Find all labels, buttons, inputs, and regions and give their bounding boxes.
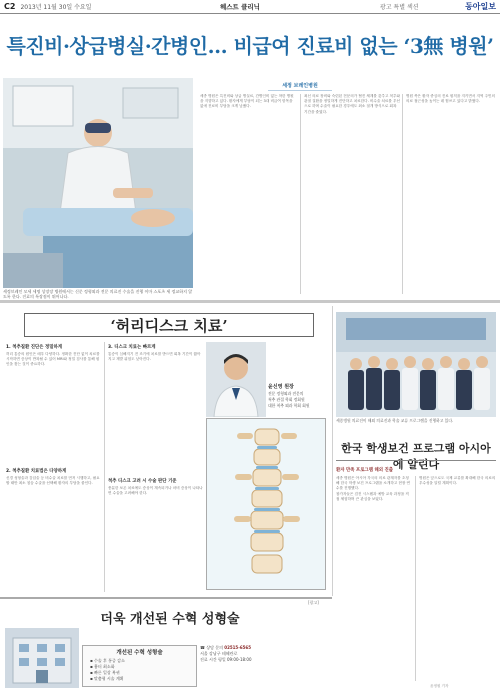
group-photo-caption: 세종병원 의료진이 해외 의료진과 학술 교류 프로그램을 진행하고 있다. bbox=[336, 418, 454, 423]
page-number: C2 bbox=[4, 2, 16, 11]
section-heading: 3. 디스크 치료는 빠르게 bbox=[108, 345, 156, 350]
article-paragraph: 병원은 앞으로도 국제 교류를 확대해 한국 의료의 우수성을 알릴 계획이다. bbox=[419, 476, 496, 486]
section-body: 신경 성형술과 감압술 등 비수술 치료를 먼저 시행하고, 필요할 때만 최소 침습 수술을 선택해 환자의 부담을 줄인다. bbox=[6, 476, 100, 486]
doctor-portrait bbox=[206, 342, 266, 417]
spine-illustration bbox=[206, 418, 326, 590]
right-kicker: 환자 만족 프로그램 해외 진출 bbox=[336, 468, 394, 473]
pull-quote-rule bbox=[268, 90, 332, 91]
ad-hours: 진료 시간 평일 09:00-18:00 bbox=[200, 657, 252, 662]
photo-caption: 세정브레인 모세 세명 상장장 병원에서는 신문 정형외과 전문 의료진 수술을 진행 이마 스포츠 세 정교하지 않도록 한다. 진료의 특장점이 뛰어나다. bbox=[3, 289, 193, 300]
right-article-column-2 bbox=[419, 476, 496, 681]
page-header bbox=[0, 0, 500, 14]
section-body: 충분한 보존 치료에도 증상이 계속되거나 마비 증상이 나타나면 수술을 고려해야 한다. bbox=[108, 486, 203, 496]
column-divider bbox=[332, 306, 333, 596]
article-paragraph: 병원 측은 환자 중심의 진료 원칙을 지키면서 지역 주민의 의료 접근성을 높이는 데 힘쓰고 있다고 밝혔다. bbox=[406, 94, 495, 104]
ad-feature: 흉터 최소화 bbox=[93, 664, 115, 669]
section-heading: 척추 디스크 고려 시 수술 판단 기준 bbox=[108, 479, 177, 484]
ad-contact bbox=[200, 645, 330, 663]
doctor-credential: 척추 관절 학회 정회원 bbox=[268, 397, 305, 402]
right-article-column-1 bbox=[336, 476, 412, 681]
list-item: ▪ 수술 후 통증 감소 bbox=[90, 658, 125, 663]
doctor-credential: 대한 척추 외과 학회 회원 bbox=[268, 403, 310, 408]
subhead-title: ‘허리디스크 치료’ bbox=[110, 317, 228, 335]
ad-tag: [광고] bbox=[308, 600, 319, 605]
column-divider bbox=[402, 94, 403, 294]
article-column-3 bbox=[406, 94, 496, 294]
ad-feature: 맞춤형 시술 계획 bbox=[93, 676, 124, 681]
ad-phone-number: 02515-6565 bbox=[224, 645, 251, 650]
main-headline: 특진비·상급병실·간병인… 비급여 진료비 없는 ‘3無 병원’ bbox=[6, 34, 494, 58]
column-divider bbox=[300, 94, 301, 294]
hospital-photo bbox=[5, 628, 79, 688]
ad-feature: 빠른 일상 복귀 bbox=[93, 670, 120, 675]
byline: 윤정원 기자 bbox=[430, 684, 449, 688]
surgery-photo bbox=[3, 78, 193, 288]
doctor-credential: 전문 정형외과 전문의 bbox=[268, 391, 304, 396]
bottom-divider bbox=[0, 597, 332, 599]
section-body: 허리 통증의 원인은 매우 다양하다. 정확한 진단 없이 치료를 시작하면 증상이 반복될 수 있어 MRI와 정밀 검사를 통해 원인을 찾는 것이 중요하다. bbox=[6, 352, 100, 367]
right-headline: 한국 학생보건 프로그램 아시아에 알린다 bbox=[341, 442, 491, 471]
doctor-name: 윤신영 원장 bbox=[268, 384, 294, 390]
list-item: ▪ 흉터 최소화 bbox=[90, 664, 115, 669]
article-paragraph: 세종 병원은 특진비와 상급 병실료, 간병인비 없는 착한 병원을 지향하고 있다. 환자에게 부담이 되는 3대 비급여 항목을 없애 진료비 부담을 크게 낮췄다. bbox=[200, 94, 294, 109]
issue-date: 2013년 11월 30일 수요일 bbox=[20, 4, 92, 11]
list-item: ▪ 맞춤형 시술 계획 bbox=[90, 676, 124, 681]
advert-label: 광고 특별 섹션 bbox=[380, 4, 419, 11]
article-column-2 bbox=[304, 94, 400, 294]
article-paragraph: 참가자들은 검진 시스템과 예방 교육 과정을 직접 체험하며 큰 관심을 보였다. bbox=[336, 491, 409, 501]
article-paragraph: 최신 의료 장비와 숙련된 전문의가 협진 체계를 갖추고 척추와 관절 질환을 정밀하게 진단하고 치료한다. 비수술 치료를 우선으로 하며 수술이 필요한 경우에도 최소 절개 방식으로 회복 기간을 줄였다. bbox=[304, 94, 400, 114]
ad-title: 개선된 수혁 성형술 bbox=[116, 650, 163, 656]
ad-phone-label: 상담 문의 bbox=[206, 645, 223, 650]
ad-address: 서울 강남구 테헤란로 bbox=[200, 651, 238, 656]
newspaper-logo: 동아일보 bbox=[465, 2, 496, 11]
article-column-1 bbox=[200, 94, 296, 294]
list-item: ▪ 빠른 일상 복귀 bbox=[90, 670, 120, 675]
pull-quote: 세정 브레인병원 bbox=[282, 83, 318, 89]
phone-icon: ☎ bbox=[200, 645, 205, 650]
article-paragraph: 세종 병원은 아시아 각국의 의료 관계자를 초청해 한국 학생 보건 프로그램을 소개하고 현장 연수를 진행했다. bbox=[336, 476, 410, 491]
section-title: 헤스트 클리닉 bbox=[220, 3, 260, 11]
section-heading: 2. 척추질환 치료법은 다양하게 bbox=[6, 469, 67, 474]
column-divider bbox=[415, 476, 416, 681]
column-divider bbox=[104, 342, 105, 592]
group-photo bbox=[336, 312, 496, 417]
bottom-headline: 더욱 개선된 수혁 성형술 bbox=[100, 612, 240, 627]
section-divider bbox=[0, 300, 500, 303]
ad-feature-list bbox=[90, 658, 125, 682]
doctor-info bbox=[268, 384, 330, 409]
section-heading: 1. 척추질환 진단은 정밀하게 bbox=[6, 345, 62, 350]
ad-feature: 수술 후 통증 감소 bbox=[93, 658, 125, 663]
section-body: 통증이 심해지기 전 조기에 치료를 받으면 회복 기간이 짧아지고 재발 위험도 낮아진다. bbox=[108, 352, 201, 362]
